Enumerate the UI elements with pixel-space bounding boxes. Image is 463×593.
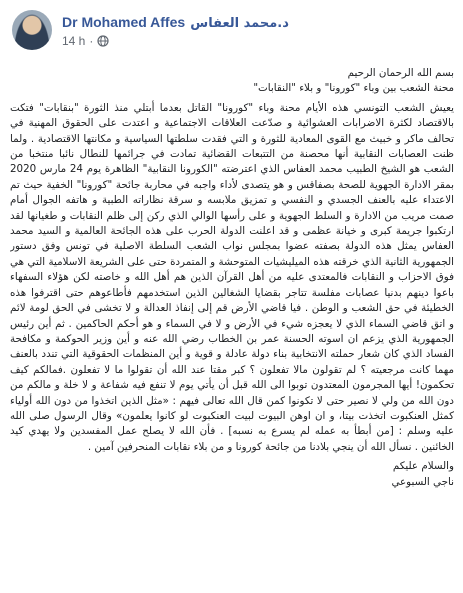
author-name-arabic[interactable]: د.محمد العفاس	[190, 16, 289, 31]
post-paragraph-title: محنة الشعب بين وباء "كورونا" و بلاء "النقابات"	[253, 82, 454, 95]
author-name-latin[interactable]: Dr Mohamed Affes	[62, 14, 186, 30]
author-name-row	[62, 12, 452, 32]
post-paragraph-basmala: بسم الله الرحمان الرحيم	[347, 67, 454, 79]
post-meta	[62, 33, 109, 49]
globe-icon[interactable]	[97, 35, 109, 47]
post-timestamp[interactable]: 14 h	[62, 34, 86, 48]
post-paragraph-main: يعيش الشعب التونسي هذه الأيام محنة وباء "كورونا" القاتل بعدما أبتلي منذ الثورة "بنقابات" فتكت بالاقتصاد لكثرة الاضرابات العشوائية و صدّعت العلاقات الاجتماعية و اعتدت على الحقوق المهنية في تحالف ماكر و خبيث مع القوى المعادية للثورة و التي فقدت سلطتها السياسية و مكانتها الاقتصادية . ولما ظنت العصابات النقابية أنها محصنة من التتبعات القضائية تمادت في جرائمها للنطال نائبا منتخبا من الشعب هو الشيخ الطبيب محمد العفاس الذي اعترضته "الكورونا النقابية" الظاهرة يوم 24 مارس 2020 بمقر الادارة الجهوية للصحة بصفاقس و هو يتصدى لأداء واجبه في محاربة جائحة "كورونا" الخفية حيث تم الاعتداء عليه بالعنف الجسدي و النفسي و تمزيق ملابسه و سرقة نظاراته الطبية و هاتفه الجوال أمام صمت مريب من الادارة و السلط الجهوية و على رأسها الوالي الذي ركن إلى ظلم النقابات و طغيانها لقد ارتكبوا جريمة كبرى و خيانة عظمى و قد اعلنت الدولة الحرب على هذه الجائحة العالمية و السيد محمد العفاس يمثل هذه الدولة بصفته عضوا بمجلس نواب الشعب السلطة الاصلية في تونس وفق دستور الجمهورية الثانية الذي خرقته هذه الميليشيات المتوحشة و المتمردة حتى على الشريعة الاسلامية التي هي فوق الاحزاب و النقابات فالمعتدى عليه من أهل القرآن الذين هم أهل الله و خاصته لكن هؤلاء السفهاء باعوا دينهم بدنيا عصابات مفلسة تتاجر بقضايا الشغالين الذين استخدمهم فأطاعوهم حتى اقترفوا هذه الخطيئة في حق الشعب و الوطن . فيا قاضي الأرض قم إلى إنفاذ العدالة و لا تخشى في الحق لومة لائم و اتق قاضي السماء الذي لا يعجزه شيء في الأرض و لا في السماء و هو أحكم الحاكمين . ثم أين رئيس الجمهورية الذي يزعم ان اسوته الحسنة عمر بن الخطاب رضي الله عنه و أين وزير الحوكمة و مكافحة الفساد الذي كان شعار حملته الانتخابية بناء دولة عادلة و قوية و أين المنظمات الحقوقية التي تندد بالعنف مهما كانت مرجعيته ؟ لم تقولون مالا تفعلون ؟ كبر مقتا عند الله أن تقولوا ما لا تفعلون .فمالكم كيف تحكمون! أيها المجرمون المعتدون توبوا الى الله قبل أن يأتي يوم لا تنفع فيه شفاعة و لا خلة و مالكم من دون الله من ولي لا نصير حتى لا تكونوا كمن قال الله تعالى فيهم : «مثل الذين اتخذوا من دون الله أولياء كمثل العنكبوت اتخذت بيتا، و ان اوهن البيوت لبيت العنكبوت لو كانوا يعلمون» وقال الرسول صلى الله عليه وسلم : [من أبطأ به عمله لم يسرع به نسبه] . فأن الله لا يصلح عمل المفسدين ولا يهدي كيد الخائنين . نسأل الله أن ينجي بلادنا من جائحة كورونا و من بلاء نقابات المنحرفين آمين .	[10, 101, 454, 453]
dot-separator: ·	[89, 34, 94, 48]
author-avatar[interactable]	[12, 10, 52, 50]
post-paragraph-signature: ناجي السبوعي	[391, 475, 454, 488]
post-body	[10, 66, 454, 586]
post-paragraph-closing: والسلام عليكم	[392, 460, 454, 473]
post-header	[12, 10, 452, 60]
